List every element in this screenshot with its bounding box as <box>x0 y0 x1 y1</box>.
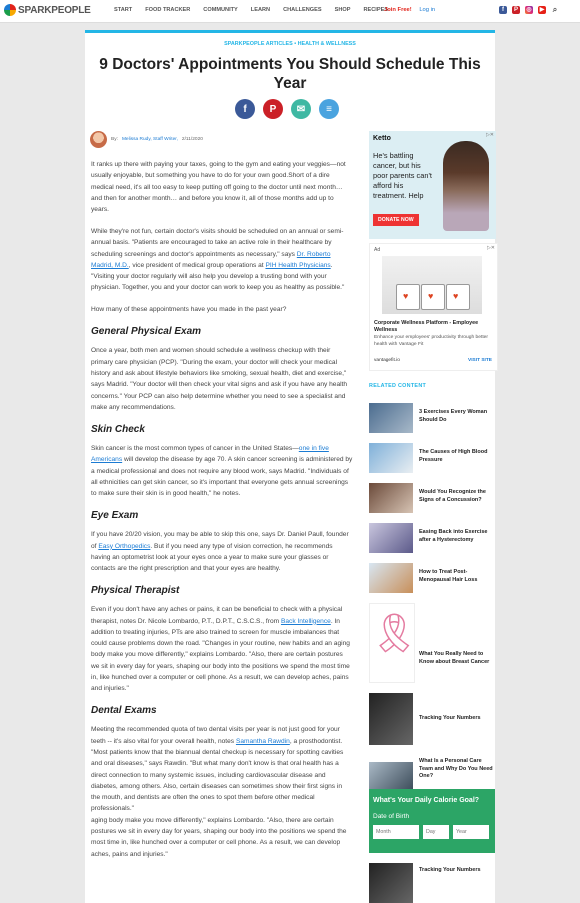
related-item[interactable] <box>369 693 495 731</box>
section-heading: Eye Exam <box>91 509 139 521</box>
article-page <box>85 30 495 903</box>
mug-image <box>421 284 445 310</box>
publish-date: 2/11/2020 <box>181 137 203 142</box>
text: Skin cancer is the most common types of cancer in the United States— <box>91 444 299 452</box>
day-input[interactable] <box>423 825 449 839</box>
related-thumbnail <box>369 443 413 473</box>
year-input[interactable] <box>453 825 489 839</box>
one-in-five-link[interactable]: one in five Americans <box>91 444 329 464</box>
nav-item-community[interactable]: COMMUNITY <box>203 7 238 13</box>
related-item-title: How to Treat Post-Menopausal Hair Loss <box>419 569 478 583</box>
related-item[interactable] <box>369 443 495 481</box>
related-item-title: Would You Recognize the Signs of a Concussion? <box>419 489 486 503</box>
paragraph: Once a year, both men and women should schedule a wellness checkup with their primary care physician (PCP). "During the exam, your doctor will check your medical history and ask about lifestyle behaviors like smoking, sexual health, diet and exercise," says Madrid. "Your doctor will then check your vital signs and ask if you have any health concerns." Your PCP can also help determine whether you need to see a specialist and make any recommendations. <box>91 347 348 411</box>
related-item-title: What You Really Need to Know about Breast Cancer <box>419 651 490 665</box>
related-item-title: Easing Back into Exercise after a Hysterectomy <box>419 529 488 543</box>
related-item-title: The Causes of High Blood Pressure <box>419 449 488 463</box>
byline <box>90 131 203 148</box>
section-heading: Skin Check <box>91 423 145 435</box>
text: will develop the disease by age 70. A skin cancer screening is administered by a medical professional and does not require any blood work, says Madrid. "Individuals of all ethnicities can get skin cancer, so it's important that everyone gets annual screenings to make sure their skin is in good health," he notes. <box>91 456 353 498</box>
nav-item-learn[interactable]: LEARN <box>250 7 271 13</box>
related-item[interactable] <box>369 523 495 561</box>
nav-item-start[interactable]: START <box>114 7 133 13</box>
paragraph <box>91 529 353 574</box>
paragraph <box>91 226 353 294</box>
logo-mark-icon <box>4 4 16 16</box>
ad-choices-icon[interactable]: ▷✕ <box>486 245 495 251</box>
related-item-title: 3 Exercises Every Woman Should Do <box>419 409 488 423</box>
youtube-icon[interactable]: ▶ <box>539 7 545 13</box>
section-heading: General Physical Exam <box>91 326 202 338</box>
calorie-goal-widget <box>369 789 495 853</box>
related-thumbnail <box>369 863 413 903</box>
related-thumbnail <box>369 523 413 553</box>
samantha-rawdin-link[interactable]: Samantha Rawdin <box>235 737 290 745</box>
paragraph <box>91 604 353 694</box>
nav-item-recipes[interactable]: RECIPES <box>363 7 389 13</box>
byline-prefix: By: <box>111 137 118 142</box>
section-heading: Dental Exams <box>91 705 157 717</box>
donate-now-button[interactable]: DONATE NOW <box>373 214 419 226</box>
facebook-icon[interactable]: f <box>499 6 507 14</box>
related-item[interactable] <box>369 483 495 521</box>
ad-label: Ad <box>374 247 381 253</box>
text: , vice president of medical group operations at <box>128 261 266 269</box>
text: Meeting the recommended quota of two dental visits per year is not just good for your teeth -- it's also vital for your overall health, notes <box>91 726 340 745</box>
login-link[interactable]: Log in <box>419 7 436 13</box>
related-item[interactable] <box>369 603 495 665</box>
related-item-title: What Is a Personal Care Team and Why Do You Need One? <box>419 758 493 779</box>
ad-title[interactable]: Corporate Wellness Platform - Employee Wellness <box>374 320 479 333</box>
author-avatar <box>90 131 107 148</box>
author-link[interactable]: Melissa Rudy, Staff Writer, <box>121 137 178 142</box>
ad-description: Enhance your employees' productivity through better health with Vantage Fit <box>374 335 489 347</box>
text: If you have 20/20 vision, you may be able to skip this one, says Dr. Daniel Paull, founder of <box>91 531 349 550</box>
instagram-icon[interactable]: ◎ <box>526 7 532 13</box>
back-intelligence-link[interactable]: Back Intelligence <box>280 617 331 625</box>
related-thumbnail <box>369 483 413 513</box>
top-navigation-bar <box>0 0 580 23</box>
ad-logo: Ketto <box>373 135 391 142</box>
ad-domain: vantagefit.io <box>374 358 400 363</box>
article-body <box>91 159 353 870</box>
text: Even if you don't have any aches or pains, it can be beneficial to check with a physical therapist, notes Dr. Nicole Lombardo, P.T., D.P.T., C.S.C.S., from <box>91 606 343 625</box>
calorie-goal-title: What's Your Daily Calorie Goal? <box>373 797 480 804</box>
text: , a prosthodontist. "Most patients know that the biannual dental checkup is necessary for spotting cavities and oral diseases," says Rawdin. "But what many don't know is that oral health has a direct connection to many systemic issues, including cardiovascular disease and diabetes, among others. Also, certain diseases can sometimes show their first signs in the mouth, and dentists are often the ones to spot them before other medical professionals." <box>91 737 344 813</box>
paragraph: It ranks up there with paying your taxes, going to the gym and eating your veggies—not usually enjoyable, but something you have to do for your own good.Short of a dire medical need, it's all too easy to keep putting off going to the doctor until next month… and then for another month… and before you know it, all of those months add up to years. <box>91 161 346 214</box>
ad-text: He's battling cancer, but his poor parents can't afford his treatment. Help <box>373 151 432 200</box>
share-pinterest-icon[interactable]: P <box>263 99 283 119</box>
auth-links <box>384 7 435 13</box>
article-category[interactable]: SPARKPEOPLE ARTICLES • HEALTH & WELLNESS <box>224 41 356 47</box>
breast-cancer-ribbon-icon: 🎗 <box>369 603 415 683</box>
paragraph <box>91 724 353 814</box>
search-icon[interactable]: ⌕ <box>552 5 558 14</box>
related-item[interactable] <box>369 863 495 901</box>
article-title: 9 Doctors' Appointments You Should Schedule This Year <box>99 56 481 92</box>
logo-text: SPARKPEOPLE <box>18 4 91 16</box>
related-thumbnail <box>369 403 413 433</box>
vantage-fit-ad[interactable] <box>369 243 498 371</box>
section-heading: Physical Therapist <box>91 584 180 596</box>
visit-site-button[interactable]: VISIT SITE <box>468 358 492 363</box>
ad-photo <box>443 141 489 231</box>
related-item[interactable] <box>369 403 495 441</box>
share-email-icon[interactable]: ✉ <box>291 99 311 119</box>
main-nav <box>114 7 388 13</box>
text: . But if you need any type of vision correction, he recommends having an optometrist look at your eyes once a year to make sure your glasses or contacts are the right prescription and that your eyes are healthy. <box>91 542 333 573</box>
related-thumbnail <box>369 563 413 593</box>
related-item-title: Tracking Your Numbers <box>419 867 481 873</box>
ad-choices-icon[interactable]: ▷✕ <box>485 132 494 138</box>
ketto-ad[interactable] <box>369 131 496 239</box>
heart-icon: ♥ <box>428 291 434 301</box>
text: While they're not fun, certain doctor's visits should be scheduled on an annual or semi-annual basis. "Patients are encouraged to take an active role in their healthcare by scheduling screenings and doctor's appointments as necessary," says <box>91 227 344 258</box>
paragraph: How many of these appointments have you made in the past year? <box>91 306 287 314</box>
paragraph: aging body make you move differently," explains Lombardo. "Also, there are certain postures we sit in every day for years, shaping our body into the positions we spend the most time in, like hunched over a computer or cell phone. As a result, we can develop aches, pains and injuries." <box>91 816 347 858</box>
text: . In addition to treating injuries, PTs are also trained to screen for muscle imbalances that could cause problems down the road. "Changes in your routine, new habits and an aging body make you move differently," explains Lombardo. "Also, there are certain postures we sit in every day for years, shaping our body into the positions we spend the most time in, like hunched over a computer or cell phone. As a result, we can develop aches, pains and injuries." <box>91 617 350 693</box>
related-content-heading: RELATED CONTENT <box>369 383 427 389</box>
related-item-title: Tracking Your Numbers <box>419 715 481 721</box>
month-input[interactable] <box>373 825 419 839</box>
ad-image <box>382 256 482 314</box>
sparkpeople-logo[interactable] <box>4 4 91 16</box>
mug-image <box>446 284 470 310</box>
share-more-icon[interactable]: ≡ <box>319 99 339 119</box>
share-buttons <box>235 99 339 119</box>
pinterest-icon[interactable]: P <box>513 7 518 13</box>
pih-health-link[interactable]: PIH Health Physicians <box>265 261 331 269</box>
text: . "Visiting your doctor regularly will also help you develop a trusting bond with your physician. Together, you and your doctor can work to keep you as healthy as possible." <box>91 261 345 292</box>
related-item[interactable] <box>369 563 495 601</box>
ad-footer <box>374 358 492 363</box>
share-facebook-icon[interactable]: f <box>235 99 255 119</box>
heart-icon: ♥ <box>403 291 409 301</box>
easy-orthopedics-link[interactable]: Easy Orthopedics <box>98 542 151 550</box>
mug-image <box>396 284 420 310</box>
nav-item-food-tracker[interactable]: FOOD TRACKER <box>145 7 191 13</box>
related-thumbnail <box>369 762 413 792</box>
nav-item-shop[interactable]: SHOP <box>334 7 351 13</box>
social-links <box>499 6 559 14</box>
roberto-madrid-link[interactable]: Dr. Roberto Madrid, M.D. <box>91 250 331 269</box>
nav-item-challenges[interactable]: CHALLENGES <box>283 7 322 13</box>
join-free-link[interactable]: Join Free! <box>384 7 412 13</box>
heart-icon: ♥ <box>453 291 459 301</box>
related-thumbnail <box>369 693 413 745</box>
date-of-birth-label: Date of Birth <box>373 813 410 820</box>
paragraph <box>91 443 353 499</box>
